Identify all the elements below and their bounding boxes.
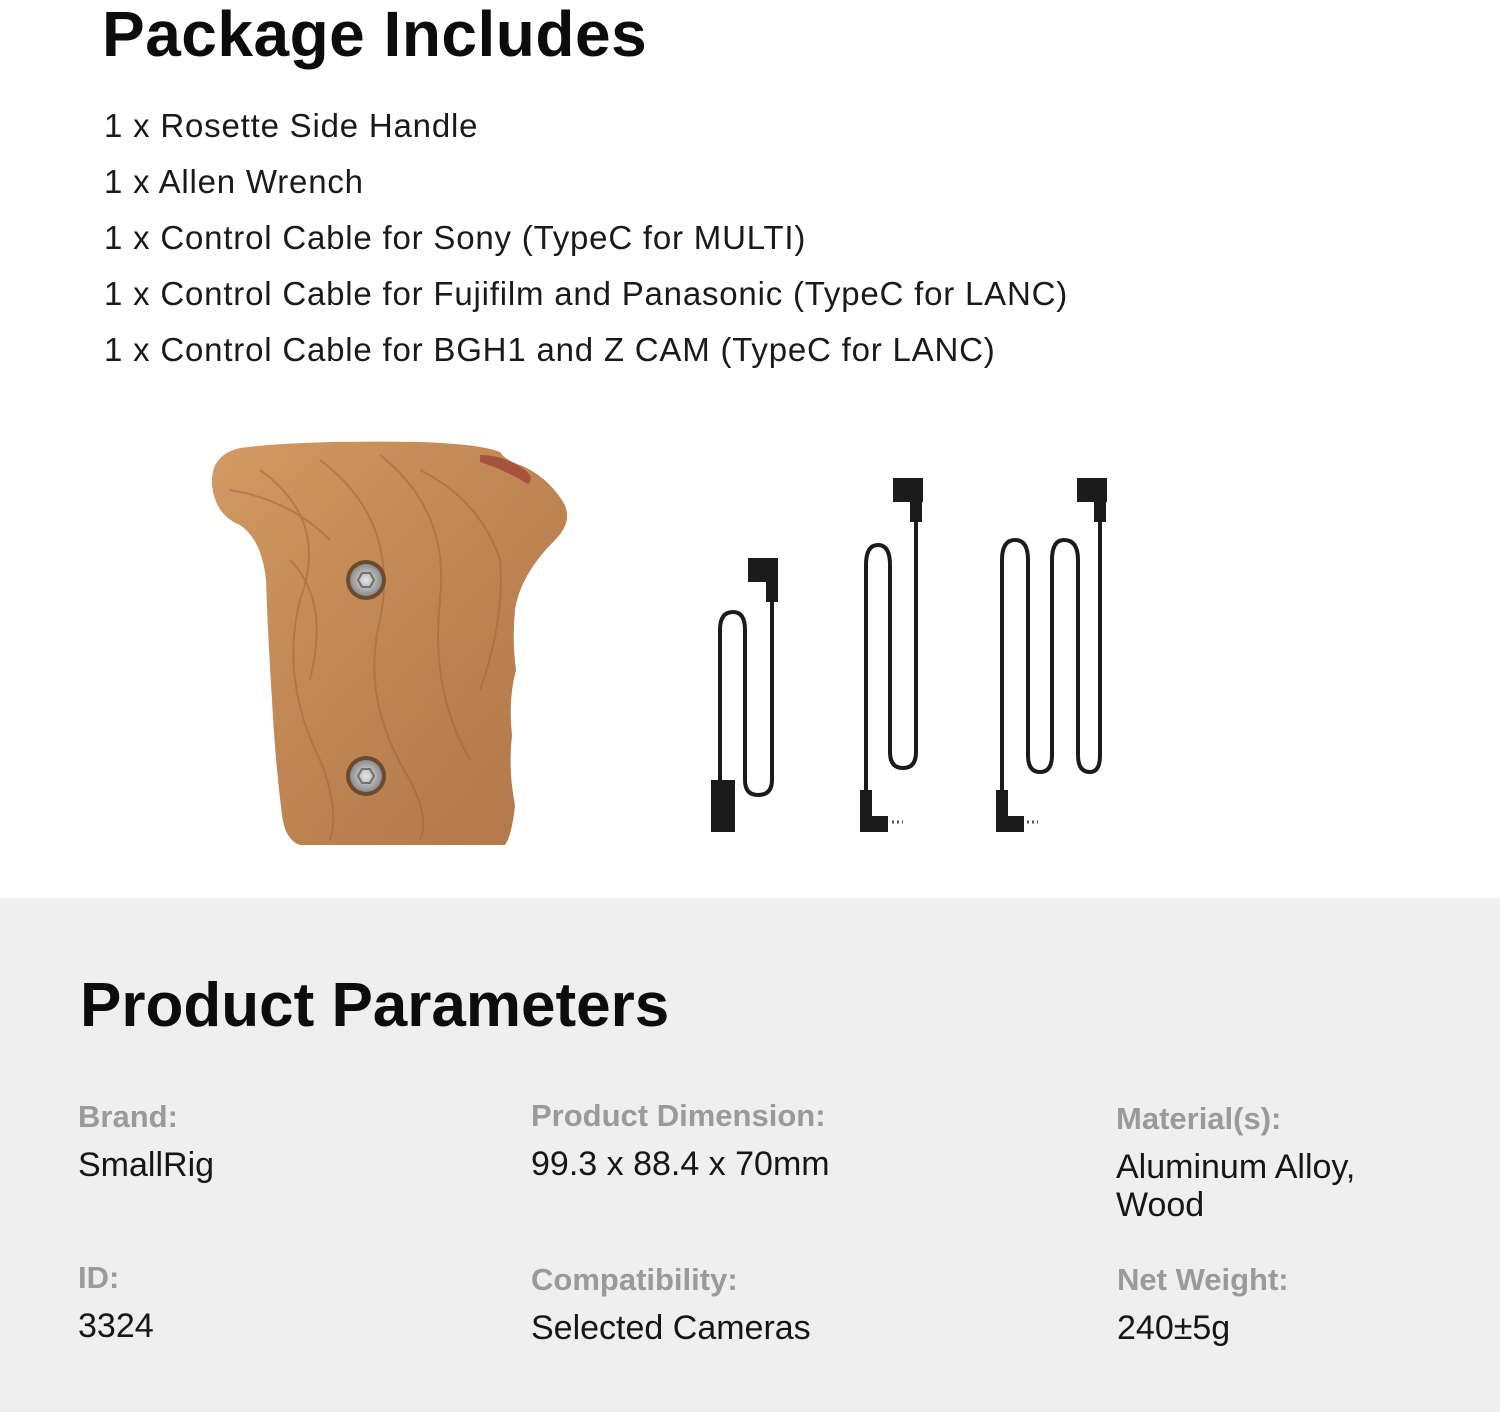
param-compatibility bbox=[531, 1261, 861, 1347]
sony-cable-image bbox=[711, 558, 778, 832]
package-item: 1 x Allen Wrench bbox=[104, 163, 364, 200]
parameters-title: Product Parameters bbox=[80, 971, 670, 1040]
bgh1-cable-image bbox=[996, 478, 1107, 832]
side-handle-image bbox=[212, 442, 567, 845]
param-label: Product Dimension: bbox=[531, 1098, 826, 1133]
param-material bbox=[1116, 1100, 1406, 1224]
param-value: SmallRig bbox=[78, 1146, 215, 1184]
param-label: ID: bbox=[78, 1260, 120, 1295]
param-value: Selected Cameras bbox=[531, 1309, 811, 1347]
param-value: 3324 bbox=[78, 1307, 154, 1345]
param-label: Brand: bbox=[78, 1099, 178, 1134]
param-value: 240±5g bbox=[1117, 1309, 1231, 1347]
param-label: Compatibility: bbox=[531, 1262, 738, 1297]
package-list bbox=[104, 98, 1068, 378]
param-label: Material(s): bbox=[1116, 1101, 1282, 1136]
param-dimension bbox=[531, 1097, 861, 1183]
parameters-section bbox=[0, 898, 1500, 1412]
param-weight bbox=[1117, 1261, 1447, 1347]
package-title: Package Includes bbox=[102, 0, 648, 70]
param-label: Net Weight: bbox=[1117, 1262, 1289, 1297]
package-item: 1 x Control Cable for BGH1 and Z CAM (TypeC for LANC) bbox=[104, 331, 996, 368]
package-item: 1 x Control Cable for Sony (TypeC for MULTI) bbox=[104, 219, 807, 256]
param-value: 99.3 x 88.4 x 70mm bbox=[531, 1145, 830, 1183]
package-item: 1 x Control Cable for Fujifilm and Panasonic (TypeC for LANC) bbox=[104, 275, 1069, 312]
param-value: Aluminum Alloy, Wood bbox=[1116, 1148, 1356, 1224]
fujifilm-cable-image bbox=[860, 478, 923, 832]
package-item: 1 x Rosette Side Handle bbox=[104, 107, 479, 144]
param-id bbox=[78, 1259, 408, 1345]
param-brand bbox=[78, 1098, 408, 1184]
product-illustration bbox=[0, 400, 1500, 898]
